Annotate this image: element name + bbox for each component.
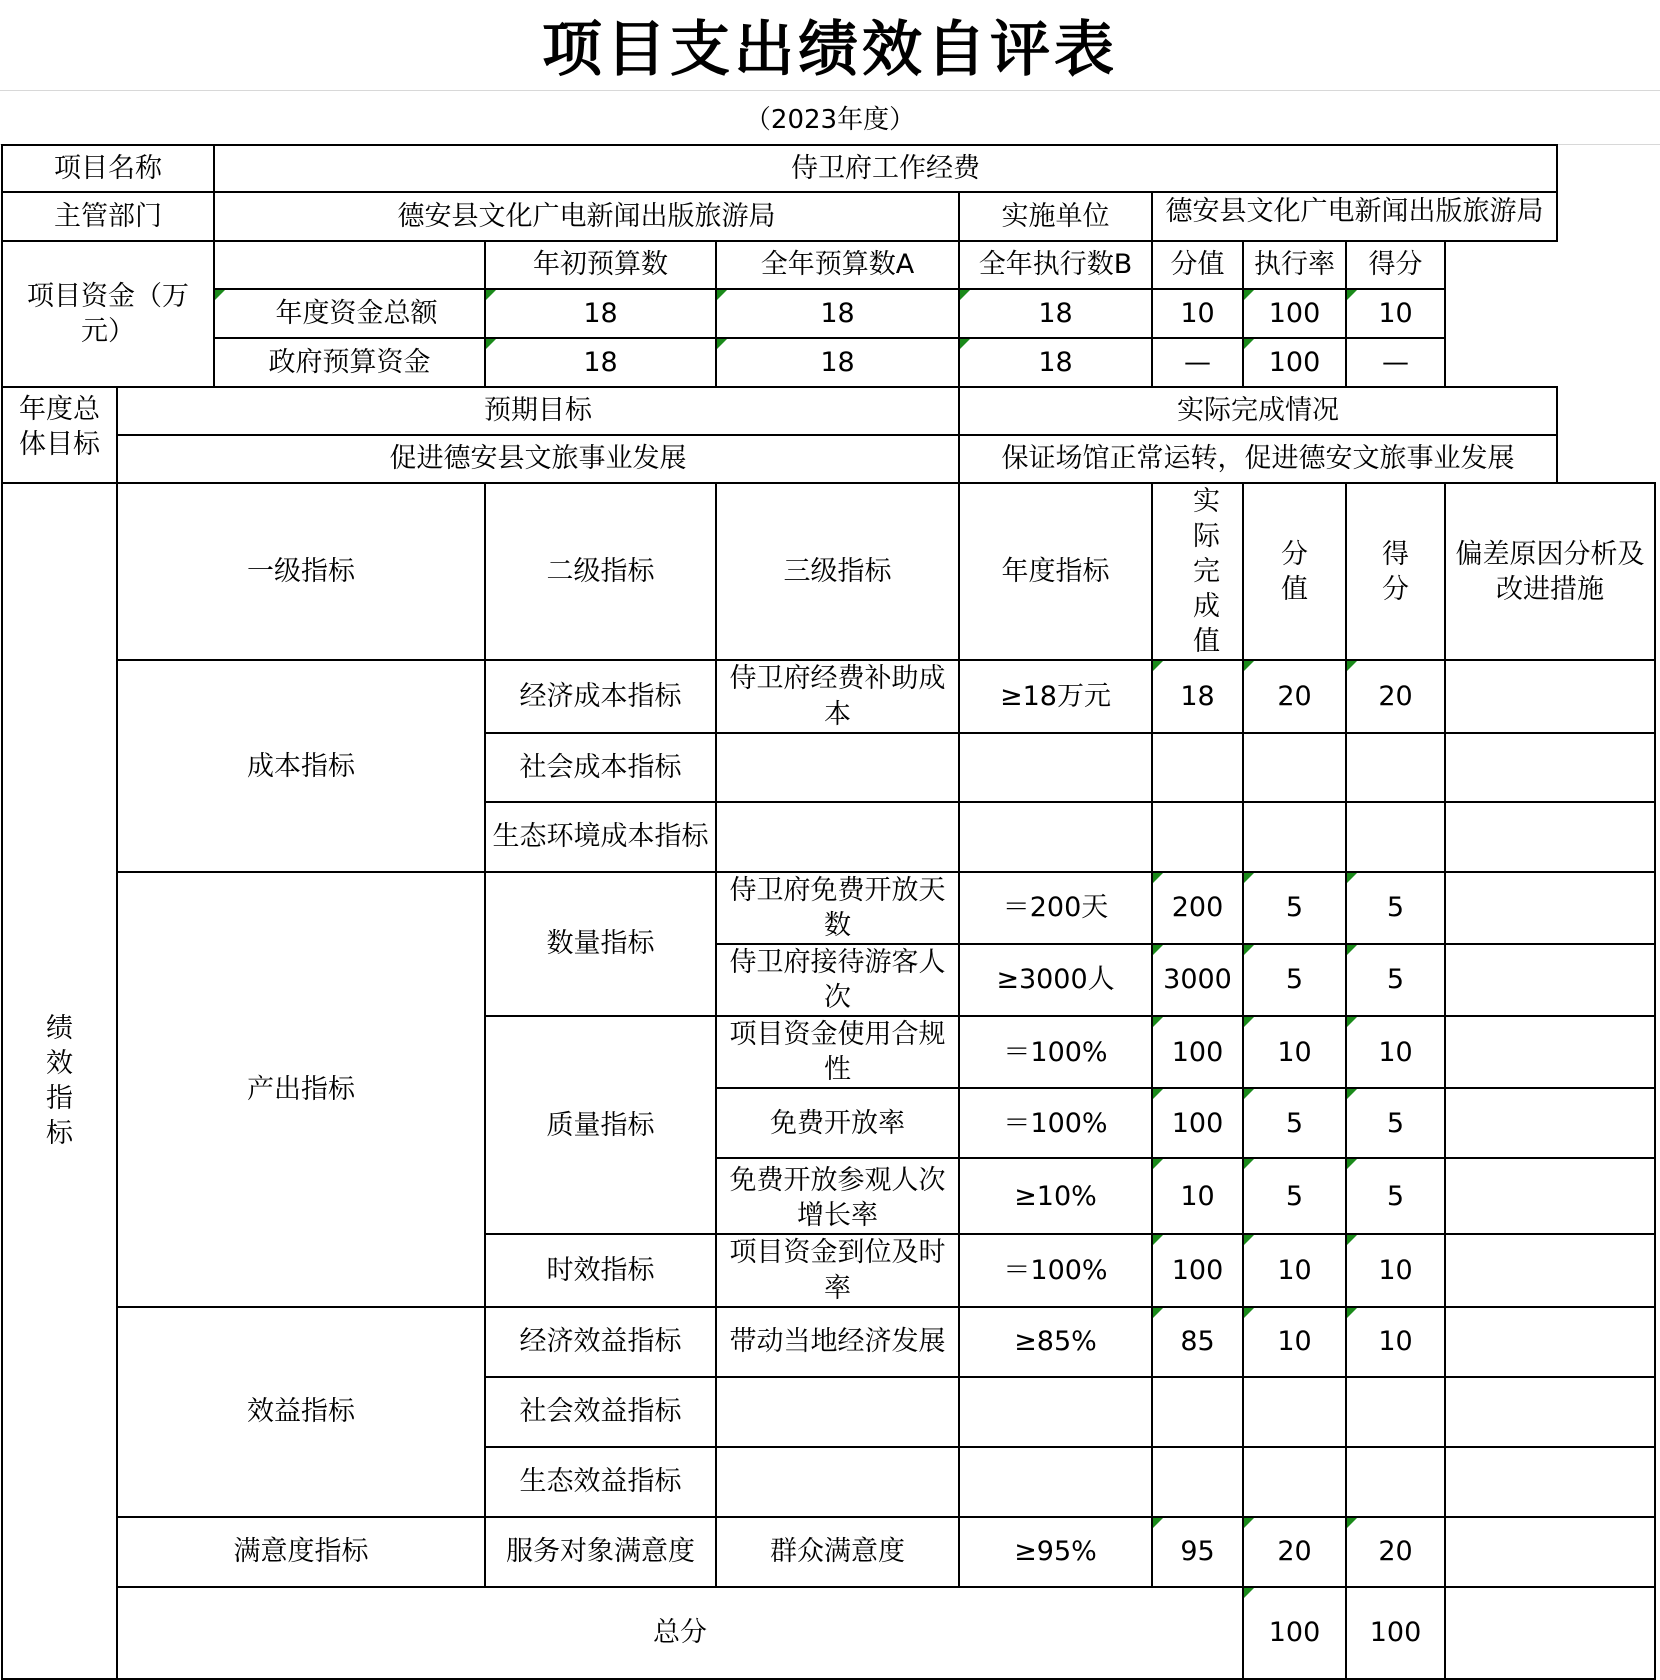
perf-row-score[interactable]: 10 (1346, 1307, 1445, 1377)
perf-row-weight[interactable]: 5 (1243, 872, 1346, 944)
project-name-label: 项目名称 (2, 145, 214, 192)
funds-header-initial: 年初预算数 (485, 241, 716, 289)
perf-row-weight[interactable]: 10 (1243, 1307, 1346, 1377)
perf-row-score[interactable] (1346, 1447, 1445, 1517)
evaluation-table (1, 144, 1656, 1680)
perf-row-score[interactable]: 10 (1346, 1016, 1445, 1088)
perf-row-deviation[interactable] (1445, 1016, 1655, 1088)
goals-label: 年度总体目标 (2, 387, 117, 483)
funds-row-gov-name[interactable]: 政府预算资金 (214, 338, 485, 387)
perf-row-weight[interactable] (1243, 1377, 1346, 1447)
perf-row-l2: 生态效益指标 (485, 1447, 716, 1517)
perf-row-annual[interactable]: ≥85% (959, 1307, 1152, 1377)
funds-row-gov-initial[interactable]: 18 (485, 338, 716, 387)
perf-row-score[interactable]: 10 (1346, 1234, 1445, 1306)
total-label: 总分 (117, 1587, 1243, 1679)
perf-row-annual[interactable]: ＝100% (959, 1016, 1152, 1088)
perf-row-score[interactable]: 5 (1346, 872, 1445, 944)
perf-row-deviation[interactable] (1445, 872, 1655, 944)
perf-row-deviation[interactable] (1445, 1158, 1655, 1234)
perf-row-l2: 经济效益指标 (485, 1307, 716, 1377)
dept-value[interactable]: 德安县文化广电新闻出版旅游局 (214, 192, 959, 241)
perf-row-annual[interactable]: ≥10% (959, 1158, 1152, 1234)
perf-row-actual[interactable]: 100 (1152, 1016, 1243, 1088)
perf-row-deviation[interactable] (1445, 802, 1655, 872)
perf-row-actual[interactable] (1152, 733, 1243, 802)
perf-row-l2: 时效指标 (485, 1234, 716, 1306)
perf-row-weight[interactable]: 20 (1243, 1517, 1346, 1587)
funds-row-total-name[interactable]: 年度资金总额 (214, 289, 485, 338)
perf-row-l2: 社会成本指标 (485, 733, 716, 802)
impl-unit-label: 实施单位 (959, 192, 1152, 241)
perf-row-actual[interactable]: 10 (1152, 1158, 1243, 1234)
perf-row-score[interactable]: 5 (1346, 1158, 1445, 1234)
perf-row-l3[interactable]: 侍卫府免费开放天数 (716, 872, 959, 944)
funds-row-total-score[interactable]: 10 (1346, 289, 1445, 338)
perf-row-weight[interactable]: 10 (1243, 1016, 1346, 1088)
goals-expected-label: 预期目标 (117, 387, 959, 435)
perf-header-annual: 年度指标 (959, 483, 1152, 660)
group-output: 产出指标 (117, 872, 485, 1307)
perf-row-l3[interactable]: 带动当地经济发展 (716, 1307, 959, 1377)
perf-row-actual[interactable] (1152, 1377, 1243, 1447)
goals-actual-label: 实际完成情况 (959, 387, 1557, 435)
perf-row-l2: 服务对象满意度 (485, 1517, 716, 1587)
total-deviation[interactable] (1445, 1587, 1655, 1679)
perf-row-deviation[interactable] (1445, 1377, 1655, 1447)
perf-header-l3: 三级指标 (716, 483, 959, 660)
perf-row-actual[interactable] (1152, 1447, 1243, 1517)
perf-row-weight[interactable] (1243, 1447, 1346, 1517)
perf-label: 绩效指标 (2, 483, 117, 1679)
funds-row-gov-annual[interactable]: 18 (716, 338, 959, 387)
funds-row-total-initial[interactable]: 18 (485, 289, 716, 338)
perf-row-score[interactable]: 20 (1346, 1517, 1445, 1587)
perf-row-l3[interactable]: 免费开放参观人次增长率 (716, 1158, 959, 1234)
perf-row-actual[interactable]: 200 (1152, 872, 1243, 944)
perf-row-deviation[interactable] (1445, 1307, 1655, 1377)
perf-row-l2: 生态环境成本指标 (485, 802, 716, 872)
perf-row-weight[interactable]: 20 (1243, 660, 1346, 732)
perf-row-score[interactable] (1346, 802, 1445, 872)
perf-row-l2: 经济成本指标 (485, 660, 716, 732)
perf-row-l3[interactable] (716, 733, 959, 802)
perf-row-l3[interactable]: 免费开放率 (716, 1088, 959, 1158)
dept-label: 主管部门 (2, 192, 214, 241)
funds-header-weight: 分值 (1152, 241, 1243, 289)
funds-row-gov-rate[interactable]: 100 (1243, 338, 1346, 387)
funds-row-gov-score[interactable]: — (1346, 338, 1445, 387)
perf-row-weight[interactable]: 5 (1243, 944, 1346, 1016)
funds-row-total-rate[interactable]: 100 (1243, 289, 1346, 338)
perf-row-l3[interactable] (716, 802, 959, 872)
perf-row-actual[interactable]: 3000 (1152, 944, 1243, 1016)
perf-row-l3[interactable]: 项目资金到位及时率 (716, 1234, 959, 1306)
perf-row-actual[interactable] (1152, 802, 1243, 872)
perf-row-l3[interactable]: 群众满意度 (716, 1517, 959, 1587)
perf-header-l2: 二级指标 (485, 483, 716, 660)
perf-row-annual[interactable] (959, 1377, 1152, 1447)
perf-row-l3[interactable]: 项目资金使用合规性 (716, 1016, 959, 1088)
perf-row-annual[interactable] (959, 802, 1152, 872)
perf-row-deviation[interactable] (1445, 733, 1655, 802)
perf-row-score[interactable]: 5 (1346, 944, 1445, 1016)
report-year: （2023年度） (0, 90, 1660, 145)
perf-row-weight[interactable] (1243, 733, 1346, 802)
perf-header-l1: 一级指标 (117, 483, 485, 660)
total-score[interactable]: 100 (1346, 1587, 1445, 1679)
perf-row-annual[interactable]: ＝100% (959, 1088, 1152, 1158)
perf-header-score: 得分 (1346, 483, 1445, 660)
perf-row-annual[interactable]: ≥95% (959, 1517, 1152, 1587)
perf-row-score[interactable] (1346, 733, 1445, 802)
funds-row-total-executed[interactable]: 18 (959, 289, 1152, 338)
perf-row-weight[interactable]: 5 (1243, 1088, 1346, 1158)
funds-header-annual: 全年预算数A (716, 241, 959, 289)
perf-row-annual[interactable] (959, 733, 1152, 802)
perf-row-deviation[interactable] (1445, 944, 1655, 1016)
perf-row-score[interactable]: 5 (1346, 1088, 1445, 1158)
funds-row-gov-executed[interactable]: 18 (959, 338, 1152, 387)
perf-row-score[interactable]: 20 (1346, 660, 1445, 732)
perf-row-l2: 数量指标 (485, 872, 716, 1016)
funds-row-total-annual[interactable]: 18 (716, 289, 959, 338)
group-benefit: 效益指标 (117, 1307, 485, 1517)
funds-label: 项目资金（万元） (2, 241, 214, 387)
perf-header-actual: 实际完成值 (1152, 483, 1243, 660)
perf-row-weight[interactable] (1243, 802, 1346, 872)
goals-actual-value[interactable]: 保证场馆正常运转，促进德安文旅事业发展 (959, 435, 1557, 483)
perf-row-score[interactable] (1346, 1377, 1445, 1447)
perf-row-deviation[interactable] (1445, 1234, 1655, 1306)
perf-row-annual[interactable]: ＝200天 (959, 872, 1152, 944)
perf-row-l3[interactable] (716, 1377, 959, 1447)
funds-row-gov-weight[interactable]: — (1152, 338, 1243, 387)
perf-row-annual[interactable]: ≥18万元 (959, 660, 1152, 732)
page-title: 项目支出绩效自评表 (0, 0, 1660, 91)
perf-row-deviation[interactable] (1445, 1088, 1655, 1158)
perf-row-deviation[interactable] (1445, 1447, 1655, 1517)
perf-row-deviation[interactable] (1445, 660, 1655, 732)
perf-row-actual[interactable]: 100 (1152, 1234, 1243, 1306)
group-satisfaction: 满意度指标 (117, 1517, 485, 1587)
perf-row-l3[interactable]: 侍卫府经费补助成本 (716, 660, 959, 732)
funds-header-rate: 执行率 (1243, 241, 1346, 289)
perf-header-weight: 分值 (1243, 483, 1346, 660)
total-weight[interactable]: 100 (1243, 1587, 1346, 1679)
perf-row-weight[interactable]: 5 (1243, 1158, 1346, 1234)
perf-row-actual[interactable]: 85 (1152, 1307, 1243, 1377)
funds-header-executed: 全年执行数B (959, 241, 1152, 289)
funds-header-blank (214, 241, 485, 289)
group-cost: 成本指标 (117, 660, 485, 871)
perf-row-annual[interactable] (959, 1447, 1152, 1517)
perf-header-deviation: 偏差原因分析及改进措施 (1445, 483, 1655, 660)
impl-unit-value[interactable]: 德安县文化广电新闻出版旅游局 (1152, 192, 1557, 241)
perf-row-actual[interactable]: 100 (1152, 1088, 1243, 1158)
perf-row-deviation[interactable] (1445, 1517, 1655, 1587)
perf-row-weight[interactable]: 10 (1243, 1234, 1346, 1306)
perf-row-actual[interactable]: 95 (1152, 1517, 1243, 1587)
perf-row-actual[interactable]: 18 (1152, 660, 1243, 732)
perf-row-l2: 质量指标 (485, 1016, 716, 1234)
funds-row-total-weight[interactable]: 10 (1152, 289, 1243, 338)
goals-expected-value[interactable]: 促进德安县文旅事业发展 (117, 435, 959, 483)
funds-header-score: 得分 (1346, 241, 1445, 289)
project-name-value[interactable]: 侍卫府工作经费 (214, 145, 1557, 192)
perf-row-l3[interactable]: 侍卫府接待游客人次 (716, 944, 959, 1016)
perf-row-annual[interactable]: ≥3000人 (959, 944, 1152, 1016)
perf-row-l2: 社会效益指标 (485, 1377, 716, 1447)
perf-row-l3[interactable] (716, 1447, 959, 1517)
perf-row-annual[interactable]: ＝100% (959, 1234, 1152, 1306)
